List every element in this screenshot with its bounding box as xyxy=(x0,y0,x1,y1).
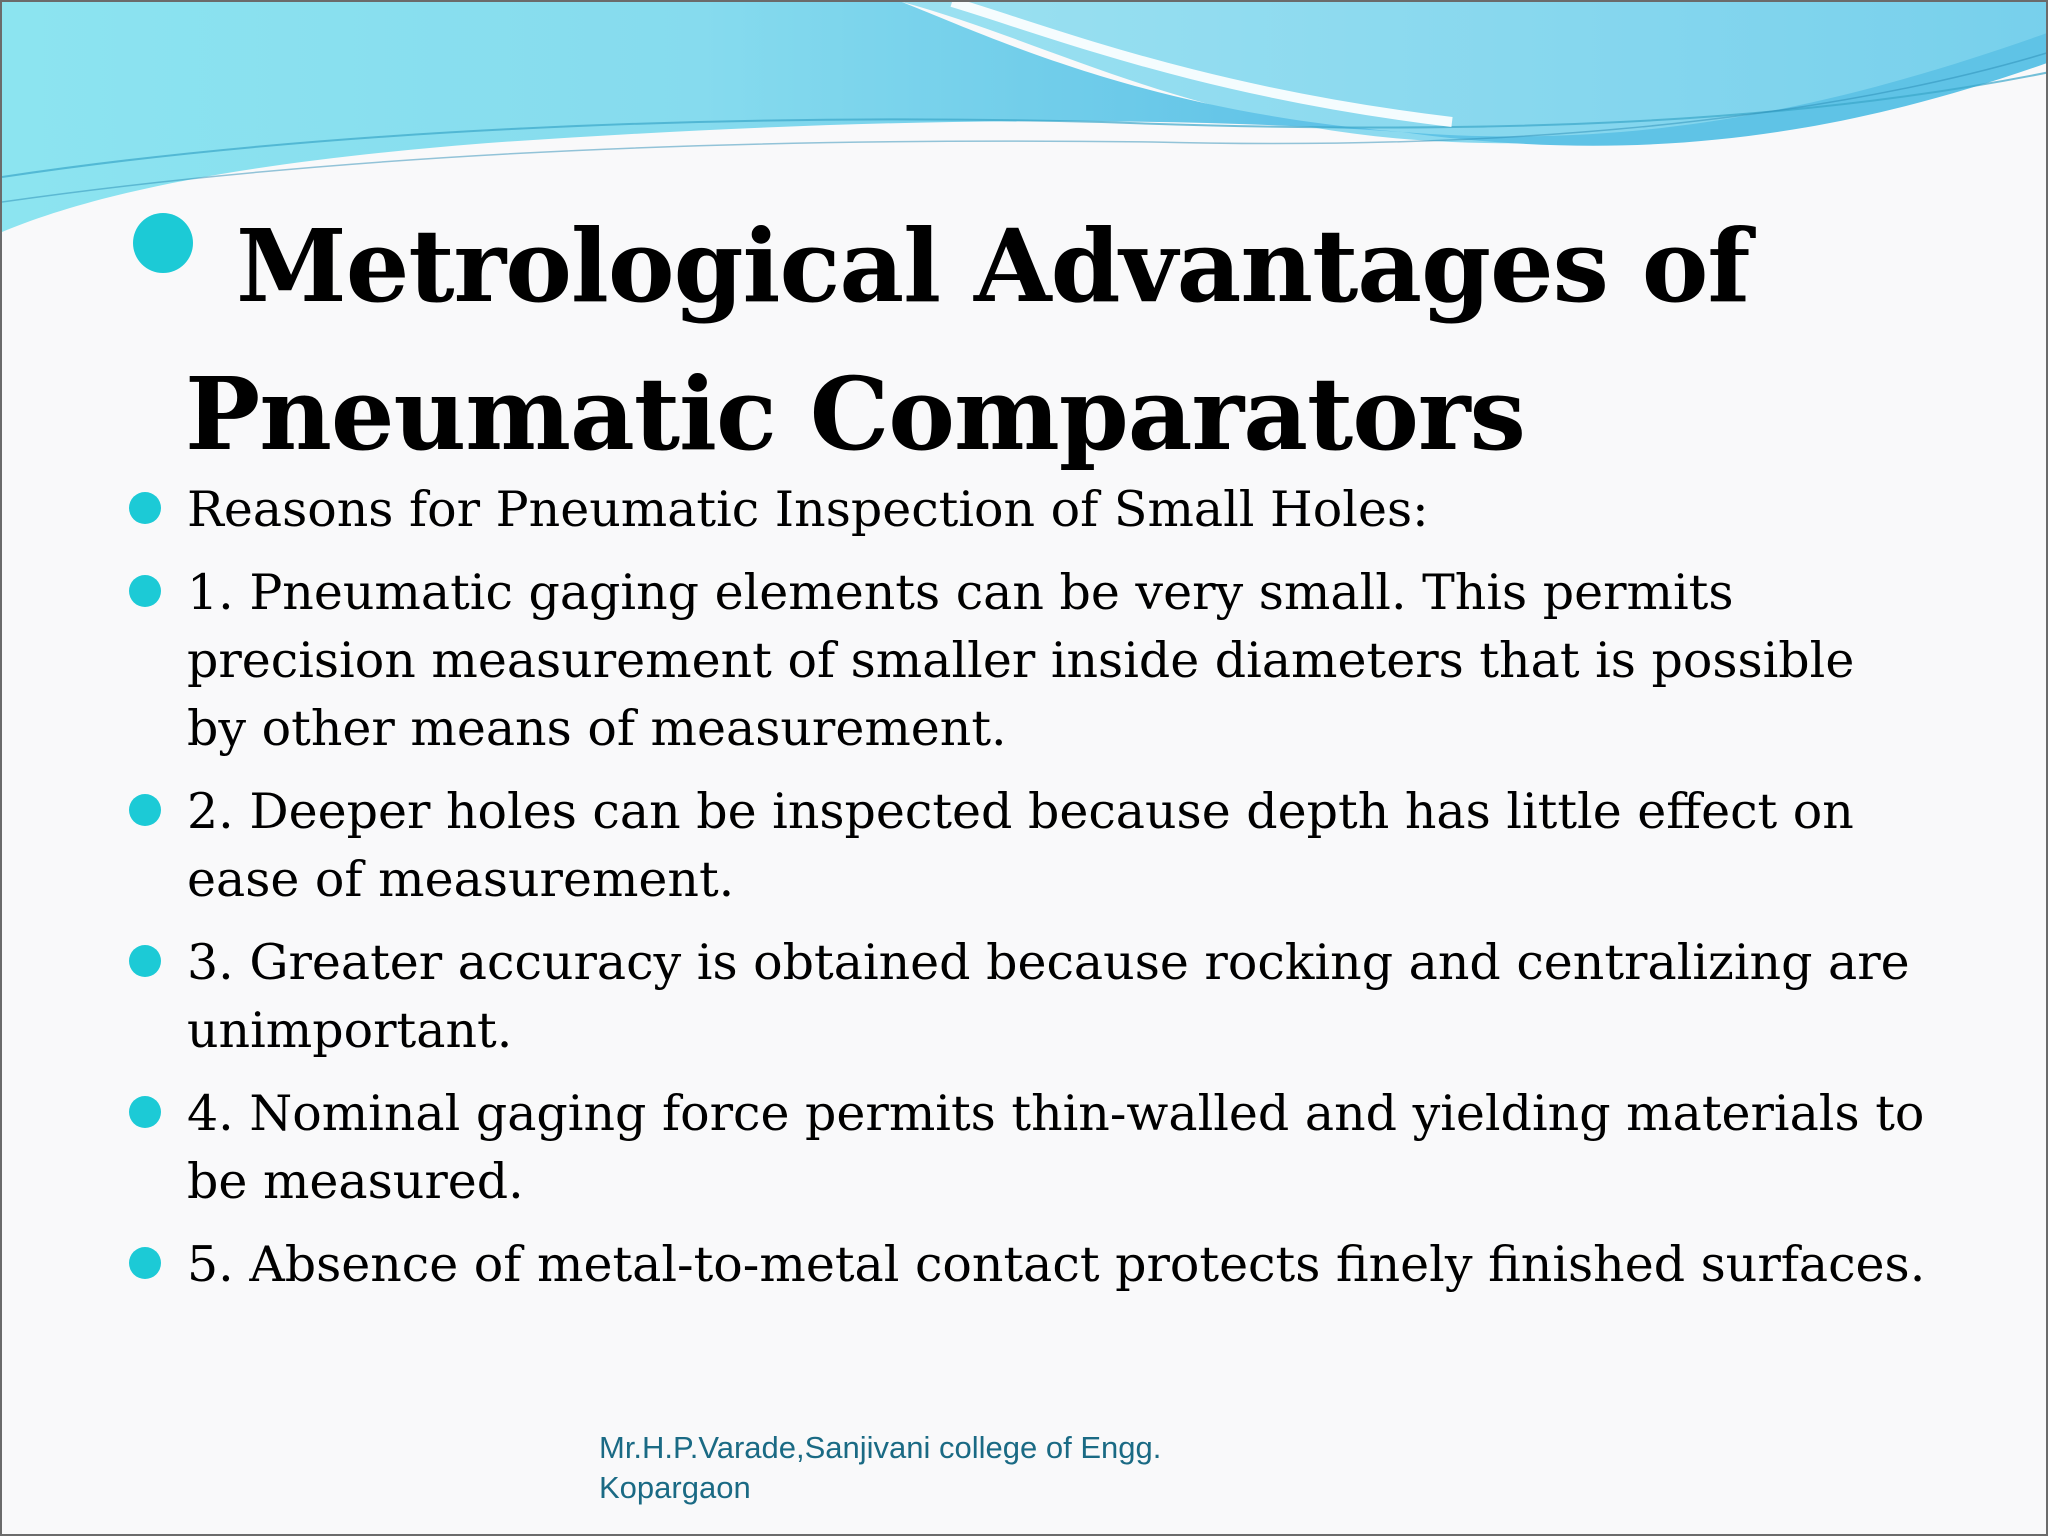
slide-footer xyxy=(599,1428,1299,1508)
footer-author: Mr.H.P.Varade,Sanjivani college of Engg. xyxy=(599,1430,1162,1465)
bullet-list xyxy=(127,476,1927,1314)
bullet-dot-icon xyxy=(129,492,161,524)
bullet-dot-icon xyxy=(129,1096,161,1128)
bullet-text: 1. Pneumatic gaging elements can be very small. This permits precision measurement of smaller inside diameters that is possible by other means of measurement. xyxy=(187,564,1855,757)
bullet-dot-icon xyxy=(129,794,161,826)
bullet-text: 2. Deeper holes can be inspected because depth has little effect on ease of measurement. xyxy=(187,783,1854,908)
bullet-item xyxy=(127,1231,1927,1299)
slide-title xyxy=(186,192,1966,488)
bullet-text: 3. Greater accuracy is obtained because rocking and centralizing are unimportant. xyxy=(187,934,1910,1059)
bullet-dot-icon xyxy=(129,575,161,607)
bullet-text: 4. Nominal gaging force permits thin-walled and yielding materials to be measured. xyxy=(187,1085,1925,1210)
title-bullet-icon xyxy=(133,213,193,273)
bullet-item xyxy=(127,929,1927,1065)
bullet-item xyxy=(127,1080,1927,1216)
bullet-item xyxy=(127,778,1927,914)
bullet-text: Reasons for Pneumatic Inspection of Small Holes: xyxy=(187,481,1429,538)
bullet-dot-icon xyxy=(129,1247,161,1279)
bullet-item xyxy=(127,476,1927,544)
footer-location: Kopargaon xyxy=(599,1470,751,1505)
title-line-1: Metrological Advantages of xyxy=(236,207,1750,325)
title-line-2: Pneumatic Comparators xyxy=(185,355,1525,473)
bullet-dot-icon xyxy=(129,945,161,977)
bullet-item xyxy=(127,559,1927,763)
bullet-text: 5. Absence of metal-to-metal contact protects finely finished surfaces. xyxy=(187,1236,1926,1293)
